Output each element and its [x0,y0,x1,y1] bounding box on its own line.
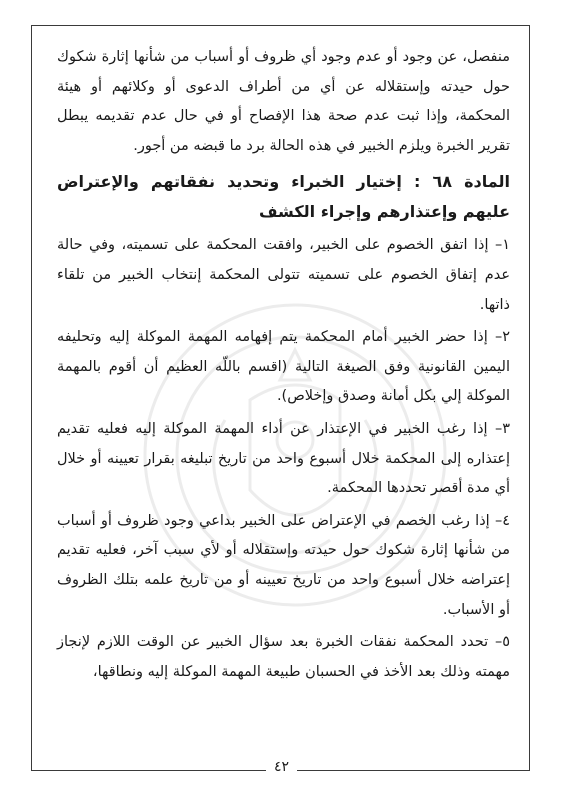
list-item [57,323,510,412]
list-item [57,628,510,687]
list-item [57,507,510,625]
document-body [57,43,510,690]
article-heading: المادة ٦٨ : إختيار الخبراء وتحديد نفقاتهم والإعتراض عليهم وإعتذارهم وإجراء الكشف [57,172,510,222]
item-text: إذا حضر الخبير أمام المحكمة يتم إفهامه المهمة الموكلة إليه وتحليفه اليمين القانونية وفق الصيغة التالية (اقسم باللّه العظيم أن أقوم بالمهمة الموكلة إلي بكل أمانة وصدق وإخلاص). [57,329,510,405]
page-number [0,759,563,775]
item-number: ١– [494,237,510,254]
item-text: إذا اتفق الخصوم على الخبير، وافقت المحكمة على تسميته، وفي حالة عدم إتفاق الخصوم على تسميته تتولى المحكمة إنتخاب الخبير من تلقاء ذاتها. [57,237,510,313]
item-text: تحدد المحكمة نفقات الخبرة بعد سؤال الخبير عن الوقت اللازم لإنجاز مهمته وذلك بعد الأخذ في الحسبان طبيعة المهمة الموكلة إليه ونطاقها، [57,634,510,680]
list-item [57,231,510,320]
item-number: ٢– [494,329,510,346]
item-text: إذا رغب الخصم في الإعتراض على الخبير بداعي وجود ظروف أو أسباب من شأنها إثارة شكوك حول حيدته وإستقلاله أو لأي سبب آخر، فعليه تقديم إعتراضه خلال أسبوع واحد من تاريخ تعيينه أو من تاريخ علمه بتلك الظروف أو الأسباب. [57,512,510,618]
intro-paragraph: منفصل، عن وجود أو عدم وجود أي ظروف أو أسباب من شأنها إثارة شكوك حول حيدته وإستقلاله عن أي من أطراف الدعوى أو وكلائهم أو هيئة المحكمة، وإذا ثبت عدم صحة هذا الإفصاح أو في حال عدم تقديمه يبطل تقرير الخبرة ويلزم الخبير في هذه الحالة برد ما قبضه من أجور. [57,49,510,154]
item-text: إذا رغب الخبير في الإعتذار عن أداء المهمة الموكلة إليه فعليه تقديم إعتذاره إلى المحكمة خلال أسبوع واحد من تاريخ تبليغه بقرار تعيينه أو خلال أي مدة أقصر تحددها المحكمة. [57,420,510,497]
item-number: ٥– [494,634,510,651]
list-item [57,415,510,504]
page-number-text: ٤٢ [266,759,297,775]
item-number: ٤– [494,512,510,529]
item-number: ٣– [494,420,510,437]
